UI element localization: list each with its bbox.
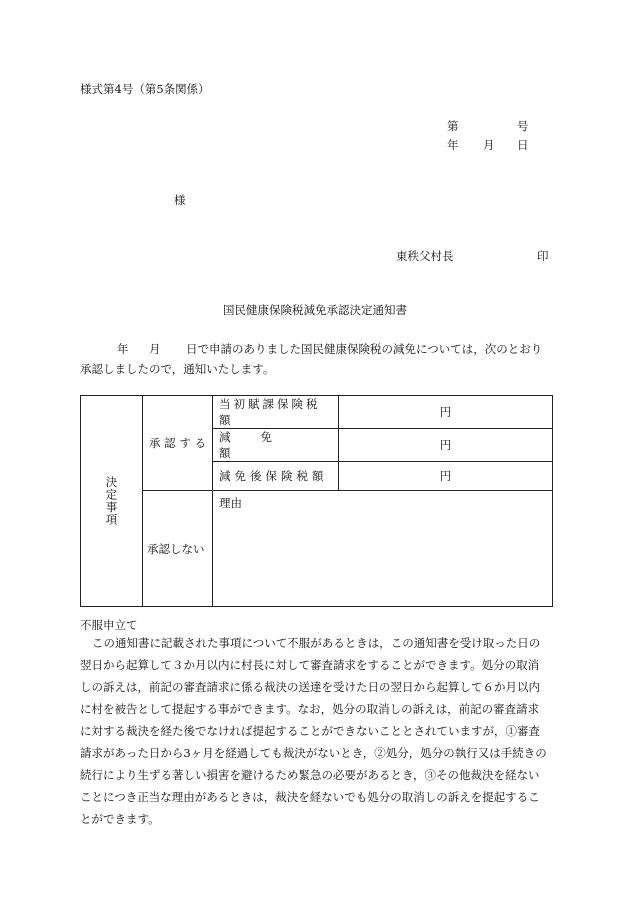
approve-cell [143, 396, 213, 491]
approve-label-char: す [179, 436, 191, 450]
reduction-amount-value-cell [339, 429, 553, 462]
deny-label: 承認しない [147, 541, 205, 556]
document-title: 国民健康保険税減免承認決定通知書 [223, 303, 407, 317]
date-month: 月 [483, 138, 495, 152]
date-day: 日 [517, 138, 529, 152]
intro-month: 月 [149, 342, 161, 356]
reduction-amount-unit: 円 [439, 438, 452, 452]
objection-line: しの訴えは，前記の審査請求に係る裁決の送達を受けた日の翌日から起算して６か月以内 [80, 680, 540, 694]
initial-tax-value-cell [339, 396, 553, 429]
form-number: 様式第4号（第5条関係） [80, 82, 210, 96]
post-reduction-tax-label: 減免後保険税額 [219, 469, 328, 483]
decision-table [80, 395, 553, 607]
approve-label-char: 認 [164, 436, 176, 450]
date-year: 年 [447, 138, 459, 152]
reason-label: 理由 [219, 496, 242, 510]
objection-line: 請求があった日から3ヶ月を経過しても裁決がないとき，②処分，処分の執行又は手続きの [80, 746, 547, 760]
intro-line2: 承認しましたので，通知いたします。 [80, 362, 275, 376]
row-label-cell [213, 429, 339, 462]
approve-label-char: 承 [149, 436, 161, 450]
objection-line: とができます。 [80, 812, 160, 826]
addressee-suffix: 様 [174, 193, 186, 207]
reason-cell [213, 491, 553, 607]
decision-section-cell [81, 396, 143, 607]
objection-line: に村を被告として提起する事ができます。なお，処分の取消しの訴えは，前記の審査請求 [80, 702, 540, 716]
doc-number-suffix: 号 [517, 119, 529, 133]
intro-line1: 日で申請のありました国民健康保険税の減免については，次のとおり [186, 342, 543, 356]
intro-year: 年 [117, 342, 129, 356]
issuer-name: 東秩父村長 [396, 249, 454, 263]
deny-cell [143, 491, 213, 607]
approve-label-char: る [194, 436, 206, 450]
objection-line: 続行により生ずる著しい損害を避けるため緊急の必要があるとき，③その他裁決を経ない [80, 768, 540, 782]
objection-line: 翌日から起算して３か月以内に村長に対して審査請求をすることができます。処分の取消 [80, 658, 540, 672]
approve-label [143, 435, 212, 451]
objection-line: ことにつき正当な理由があるときは，裁決を経ないでも処分の取消しの訴えを提起するこ [80, 790, 540, 804]
objection-line: この通知書に記載された事項について不服があるときは，この通知書を受け取った日の [92, 636, 541, 650]
objection-line: に対する裁決を経た後でなければ提起することができないこととされていますが，①審査 [80, 724, 540, 738]
reduction-amount-label: 減免額 [219, 430, 302, 460]
post-reduction-tax-value-cell [339, 462, 553, 491]
post-reduction-tax-unit: 円 [439, 469, 452, 483]
objection-body [80, 632, 555, 830]
issuer-seal: 印 [537, 249, 549, 263]
initial-tax-unit: 円 [439, 405, 452, 419]
doc-number-prefix: 第 [447, 119, 459, 133]
row-label-cell [213, 396, 339, 429]
objection-heading: 不服申立て [80, 618, 138, 632]
initial-tax-label: 当初賦課保険税額 [219, 397, 321, 427]
row-label-cell [213, 462, 339, 491]
decision-section-label: 決定事項 [104, 476, 119, 526]
